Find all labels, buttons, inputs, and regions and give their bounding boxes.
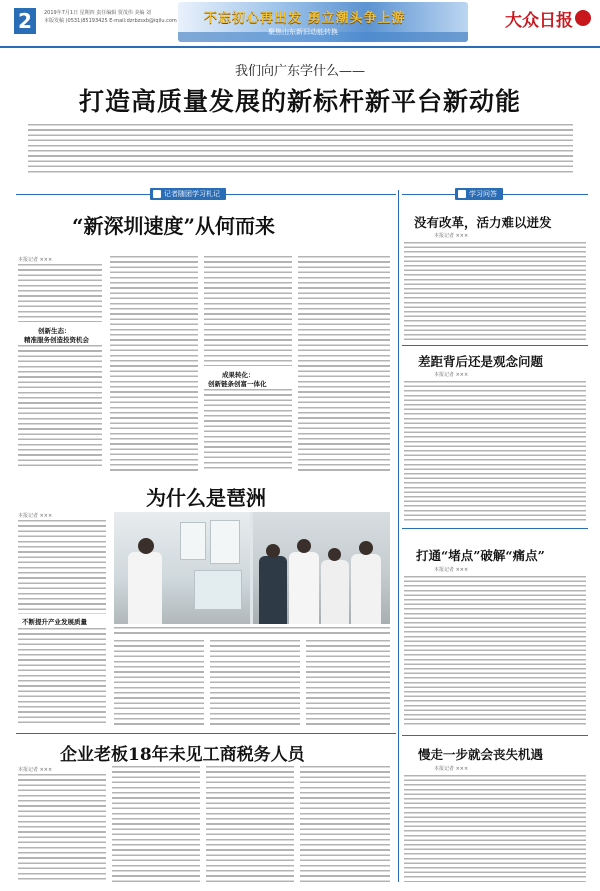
display-board: [180, 522, 206, 560]
section-tag-label: 学习问答: [469, 190, 497, 198]
article-divider: [16, 733, 396, 734]
article-column: [204, 389, 292, 471]
article-divider: [402, 735, 588, 736]
meta-line: 本版发稿 (0531)85193425 E-mail:dzrbzsxb@iqilu.com: [44, 18, 177, 24]
masthead-divider: [0, 46, 600, 48]
column-divider: [398, 190, 399, 882]
person-head: [297, 539, 311, 553]
sub-head: 创新链条创富一体化: [208, 380, 267, 388]
byline-opportunity: 本报记者 ×××: [434, 766, 469, 772]
article-column: [206, 766, 294, 882]
lead-intro-text: [28, 124, 573, 176]
article-column: [18, 774, 106, 882]
article-column: [404, 775, 586, 882]
article-title-shenzhen: “新深圳速度”从何而来: [72, 214, 276, 238]
article-title-blocks: 打通“堵点”破解“痛点”: [416, 548, 545, 563]
photo-delegation: [253, 512, 390, 624]
article-column: [18, 628, 106, 726]
byline-reform: 本报记者 ×××: [434, 233, 469, 239]
person-figure: [289, 552, 319, 624]
article-title-reform: 没有改革，活力难以迸发: [414, 215, 552, 230]
article-column: [404, 576, 586, 728]
sub-head: 不断提升产业发展质量: [22, 618, 87, 626]
issue-meta: [44, 9, 179, 25]
banner-slogan: 不忘初心再出发 勇立潮头争上游: [204, 11, 406, 26]
page-number: 2: [14, 8, 36, 34]
newspaper-logo-icon: [575, 10, 591, 26]
person-head: [138, 538, 154, 554]
person-head: [266, 544, 280, 558]
section-tag-label: 记者随团学习札记: [164, 190, 220, 198]
byline-boss: 本报记者 ×××: [18, 767, 53, 773]
article-title-opportunity: 慢走一步就会丧失机遇: [418, 747, 544, 762]
lead-headline: 打造高质量发展的新标杆新平台新动能: [78, 87, 521, 116]
person-head: [328, 548, 341, 561]
article-title-gap: 差距背后还是观念问题: [418, 354, 544, 369]
question-icon: [458, 190, 466, 198]
banner-subtitle: 聚焦山东新旧动能转换: [268, 28, 338, 36]
person-figure: [128, 552, 162, 624]
article-divider: [402, 345, 588, 346]
article-column: [110, 256, 198, 471]
article-column: [204, 256, 292, 366]
article-column: [404, 242, 586, 340]
article-title-boss: 企业老板18年未见工商税务人员: [60, 745, 305, 765]
byline-blocks: 本报记者 ×××: [434, 567, 469, 573]
masthead: [0, 0, 600, 46]
news-photo: [114, 512, 390, 624]
notebook-icon: [153, 190, 161, 198]
article-column: [300, 766, 390, 882]
article-column: [18, 264, 102, 322]
column-banner: [178, 2, 468, 42]
section-tag-left: [150, 188, 226, 200]
byline-pazhou: 本报记者 ×××: [18, 513, 53, 519]
article-column: [114, 640, 204, 726]
article-column: [112, 766, 200, 882]
article-column: [18, 520, 106, 614]
photo-exhibition: [114, 512, 250, 624]
article-title-pazhou: 为什么是琶洲: [146, 486, 266, 510]
person-figure: [321, 560, 349, 624]
display-board: [210, 520, 240, 564]
section-tag-right: [455, 188, 503, 200]
photo-caption: [114, 627, 390, 636]
meta-line: 2019年7月1日 星期四 责任编辑 贾茂伟 美编 刘: [44, 10, 152, 16]
display-board: [194, 570, 242, 610]
sub-head: 精准服务创造投资机会: [24, 336, 89, 344]
person-head: [359, 541, 373, 555]
lead-kicker: 我们向广东学什么——: [234, 64, 365, 79]
byline-gap: 本报记者 ×××: [434, 372, 469, 378]
article-column: [298, 256, 390, 471]
article-column: [18, 345, 102, 469]
byline-shenzhen: 本报记者 ×××: [18, 257, 53, 263]
newspaper-name: 大众日报: [505, 11, 573, 31]
sub-head: 成果转化：: [222, 371, 255, 379]
sub-head: 创新生态：: [38, 327, 71, 335]
person-figure: [351, 554, 381, 624]
person-figure: [259, 556, 287, 624]
article-column: [404, 381, 586, 521]
article-column: [210, 640, 300, 726]
article-column: [306, 640, 390, 726]
article-divider: [402, 528, 588, 529]
